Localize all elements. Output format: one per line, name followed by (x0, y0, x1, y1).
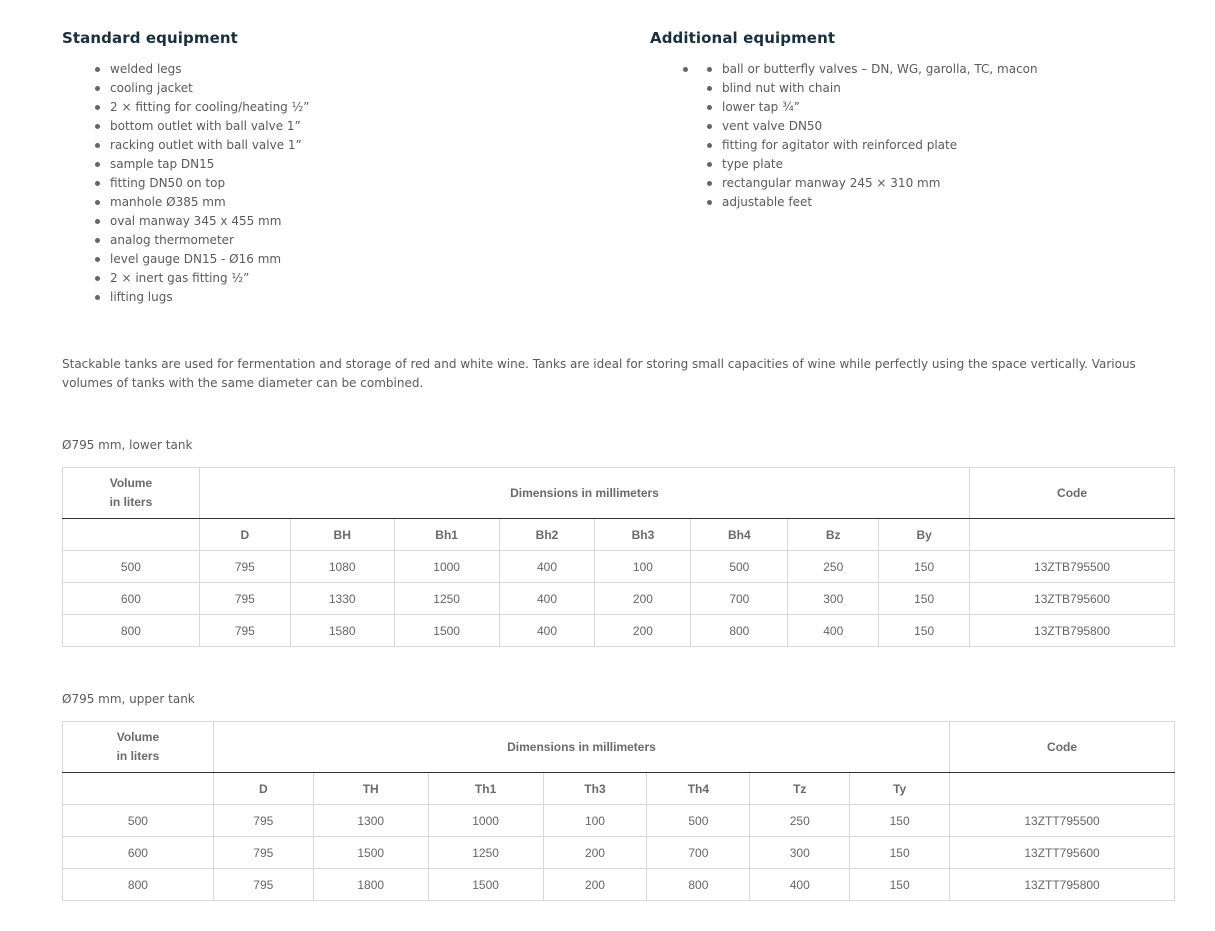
table-cell: 800 (691, 615, 788, 647)
table-cell: 400 (788, 615, 879, 647)
list-item: type plate (650, 155, 1190, 174)
additional-equipment-section (650, 28, 1190, 212)
table-cell: 400 (499, 615, 595, 647)
volume-header: Volume in liters (63, 722, 214, 773)
table-cell: 795 (199, 551, 290, 583)
standard-equipment-title: Standard equipment (62, 29, 238, 47)
outer-bullet-icon (683, 67, 688, 72)
column-header: Bh1 (394, 519, 499, 551)
table-cell: 500 (691, 551, 788, 583)
list-item: manhole Ø385 mm (62, 193, 602, 212)
list-item: vent valve DN50 (650, 117, 1190, 136)
table-cell: 795 (213, 837, 313, 869)
table-cell: 700 (691, 583, 788, 615)
column-header: By (879, 519, 970, 551)
column-header: Th3 (543, 773, 647, 805)
volume-cell: 500 (63, 551, 200, 583)
table-cell: 300 (750, 837, 850, 869)
table-cell: 1080 (290, 551, 394, 583)
list-item: bottom outlet with ball valve 1” (62, 117, 602, 136)
list-item: racking outlet with ball valve 1” (62, 136, 602, 155)
additional-equipment-title: Additional equipment (650, 29, 836, 47)
list-item: lifting lugs (62, 288, 602, 307)
dimensions-header: Dimensions in millimeters (213, 722, 949, 773)
table-cell: 150 (850, 869, 950, 901)
standard-equipment-section (62, 28, 602, 307)
table-cell: 795 (199, 615, 290, 647)
column-header: BH (290, 519, 394, 551)
volume-cell: 800 (63, 869, 214, 901)
table-cell: 150 (879, 551, 970, 583)
table-cell: 1000 (428, 805, 543, 837)
code-cell: 13ZTT795800 (950, 869, 1175, 901)
list-item: fitting for agitator with reinforced plate (650, 136, 1190, 155)
column-header: Bz (788, 519, 879, 551)
column-header: Ty (850, 773, 950, 805)
table-cell: 500 (647, 805, 750, 837)
code-cell: 13ZTB795600 (970, 583, 1175, 615)
table-cell: 1500 (394, 615, 499, 647)
list-item: ball or butterfly valves – DN, WG, garolla, TC, macon (650, 60, 1190, 79)
column-header: Bh4 (691, 519, 788, 551)
table-cell: 200 (595, 615, 691, 647)
table-cell: 1300 (313, 805, 428, 837)
table-cell: 1500 (313, 837, 428, 869)
table-row (63, 583, 1175, 615)
table-cell: 1330 (290, 583, 394, 615)
list-item: welded legs (62, 60, 602, 79)
table-cell: 400 (750, 869, 850, 901)
list-item: 2 × inert gas fitting ½” (62, 269, 602, 288)
table-cell: 150 (879, 615, 970, 647)
table-cell: 795 (199, 583, 290, 615)
table-cell: 200 (543, 837, 647, 869)
empty-cell (63, 773, 214, 805)
table-cell: 150 (850, 805, 950, 837)
column-header: Th4 (647, 773, 750, 805)
column-header: D (199, 519, 290, 551)
table-cell: 795 (213, 805, 313, 837)
code-header: Code (950, 722, 1175, 773)
table-header-row (63, 468, 1175, 519)
column-header: Bh3 (595, 519, 691, 551)
table-cell: 1250 (428, 837, 543, 869)
table-cell: 250 (788, 551, 879, 583)
volume-cell: 800 (63, 615, 200, 647)
table-cell: 100 (595, 551, 691, 583)
table-row (63, 805, 1175, 837)
upper-tank-table (62, 721, 1175, 901)
standard-equipment-list (62, 60, 602, 307)
list-item: analog thermometer (62, 231, 602, 250)
volume-header: Volume in liters (63, 468, 200, 519)
list-item: blind nut with chain (650, 79, 1190, 98)
column-header: Tz (750, 773, 850, 805)
table-cell: 150 (879, 583, 970, 615)
table-cell: 400 (499, 551, 595, 583)
list-item: level gauge DN15 - Ø16 mm (62, 250, 602, 269)
column-header: Th1 (428, 773, 543, 805)
lower-tank-table (62, 467, 1175, 647)
table-row (63, 869, 1175, 901)
intro-paragraph: Stackable tanks are used for fermentation and storage of red and white wine. Tanks are ideal for storing small capacities of wine while perfectly using the space vertically. Various volumes of tanks with the same diameter can be combined. (62, 357, 1136, 390)
table-cell: 200 (595, 583, 691, 615)
table-row (63, 551, 1175, 583)
column-header: TH (313, 773, 428, 805)
table-cell: 200 (543, 869, 647, 901)
code-header: Code (970, 468, 1175, 519)
table-row (63, 837, 1175, 869)
empty-cell (950, 773, 1175, 805)
empty-cell (63, 519, 200, 551)
table-cell: 1800 (313, 869, 428, 901)
list-item: lower tap ¾” (650, 98, 1190, 117)
list-item: fitting DN50 on top (62, 174, 602, 193)
table-row (63, 615, 1175, 647)
table-cell: 1000 (394, 551, 499, 583)
table-cell: 1500 (428, 869, 543, 901)
empty-cell (970, 519, 1175, 551)
table-cell: 150 (850, 837, 950, 869)
code-cell: 13ZTB795800 (970, 615, 1175, 647)
list-item: 2 × fitting for cooling/heating ½” (62, 98, 602, 117)
list-item: oval manway 345 x 455 mm (62, 212, 602, 231)
list-item: rectangular manway 245 × 310 mm (650, 174, 1190, 193)
dimensions-header: Dimensions in millimeters (199, 468, 969, 519)
list-item: cooling jacket (62, 79, 602, 98)
table-cell: 400 (499, 583, 595, 615)
volume-cell: 600 (63, 837, 214, 869)
table-cell: 800 (647, 869, 750, 901)
lower-tank-caption: Ø795 mm, lower tank (62, 438, 193, 452)
upper-tank-caption: Ø795 mm, upper tank (62, 692, 195, 706)
code-cell: 13ZTT795500 (950, 805, 1175, 837)
column-header-row (63, 519, 1175, 551)
volume-cell: 500 (63, 805, 214, 837)
column-header: D (213, 773, 313, 805)
table-cell: 250 (750, 805, 850, 837)
table-cell: 700 (647, 837, 750, 869)
column-header: Bh2 (499, 519, 595, 551)
table-cell: 795 (213, 869, 313, 901)
table-header-row (63, 722, 1175, 773)
column-header-row (63, 773, 1175, 805)
additional-equipment-list (650, 60, 1190, 212)
list-item: sample tap DN15 (62, 155, 602, 174)
table-cell: 1580 (290, 615, 394, 647)
table-cell: 1250 (394, 583, 499, 615)
table-cell: 300 (788, 583, 879, 615)
code-cell: 13ZTT795600 (950, 837, 1175, 869)
volume-cell: 600 (63, 583, 200, 615)
code-cell: 13ZTB795500 (970, 551, 1175, 583)
table-cell: 100 (543, 805, 647, 837)
list-item: adjustable feet (650, 193, 1190, 212)
